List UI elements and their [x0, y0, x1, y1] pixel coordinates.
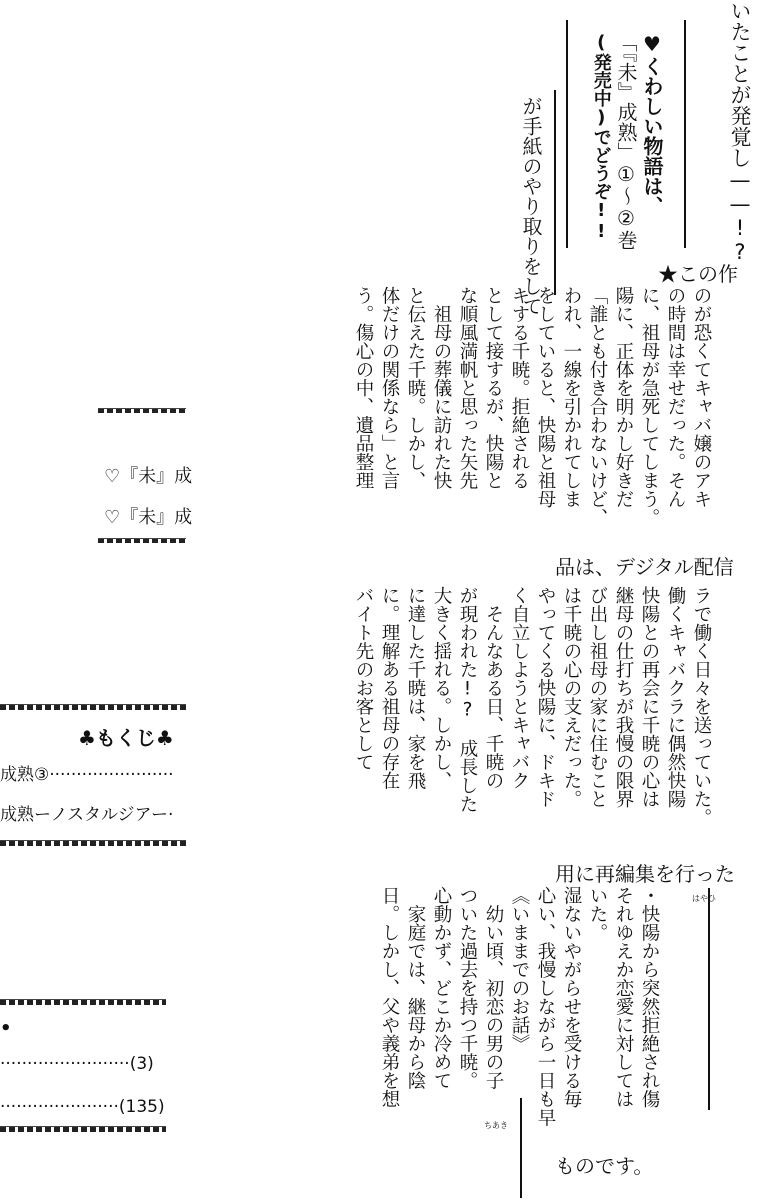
- story-bottom-rule: [520, 1098, 522, 1198]
- list-item-2: ♡『未』成: [104, 507, 193, 528]
- list-top-decoration: [98, 408, 186, 413]
- story-lower-line: 家庭では、継母から陰: [405, 886, 426, 1090]
- story-upper-line: として接するが、快陽と: [483, 286, 504, 490]
- story-upper-line: のが恐くてキャバ嬢のアキ: [691, 286, 712, 508]
- story-middle-line: そんなある日、千暁の: [483, 586, 504, 790]
- story-middle-line: に達した千暁は、家を飛: [405, 586, 426, 790]
- extra-column-text: が手紙のやり取りをして: [519, 96, 543, 316]
- notice-part2: 品は、デジタル配信: [555, 555, 734, 579]
- story-lower-rule: [708, 888, 710, 1110]
- story-lower-line: ・快陽から突然拒絶され傷: [639, 886, 660, 1108]
- story-lower-line: いた。: [587, 886, 608, 942]
- story-upper-line: 「誰とも付き合わないけど、: [587, 286, 608, 527]
- toc-top-decoration: [0, 704, 186, 710]
- story-middle-line: ラで働く日々を送っていた。: [691, 586, 712, 827]
- story-upper-line: をしていると、快陽と祖母: [535, 286, 556, 508]
- toc-lower-entry-2: ······················(135): [0, 1097, 165, 1117]
- story-lower-line: 心動かず、どこか冷めて: [431, 886, 452, 1090]
- story-middle-line: く自立しようとキャバク: [509, 586, 530, 790]
- notice-part4: ものです。: [555, 1154, 654, 1178]
- intro-last-line: いたことが発覚し——!?: [728, 0, 752, 264]
- notice-part1: ★この作: [658, 262, 738, 286]
- ruby-chiaki: ちあき: [484, 1121, 508, 1130]
- story-middle-line: が現われた!? 成長した: [457, 586, 478, 813]
- toc-lower-bottom-decoration: [0, 1126, 166, 1132]
- toc-entry-2: 成熟ーノスタルジアー·: [0, 805, 174, 825]
- info-box-line3: (発売中)でどうぞ!!: [590, 32, 612, 242]
- story-lower-line: 心い、我慢しながら一日も早: [535, 886, 556, 1127]
- story-upper-line: われ、一線を引かれてしま: [561, 286, 582, 508]
- story-middle-line: 継母の仕打ちが我慢の限界: [613, 586, 634, 808]
- story-lower-line: 《いままでのお話》: [509, 886, 530, 1053]
- story-middle-line: やってくる快陽に、ドキド: [535, 586, 556, 808]
- story-upper-line: 体だけの関係なら」と言: [379, 286, 400, 490]
- story-upper-line: 祖母の葬儀に訪れた快: [431, 286, 452, 490]
- story-upper-line: に、祖母が急死してしまう。: [639, 286, 660, 527]
- story-lower-line: 日。しかし、父や義弟を想: [379, 886, 400, 1108]
- story-upper-line: と伝えた千暁。しかし、: [405, 286, 426, 490]
- ruby-hayahi: はやひ: [692, 894, 716, 903]
- story-lower-line: 幼い頃、初恋の男の子: [483, 886, 504, 1090]
- story-upper-line: キする千暁。拒絶される: [509, 286, 530, 490]
- info-box-left-rule: [566, 20, 568, 248]
- story-middle-block: [350, 586, 740, 827]
- story-middle-line: バイト先のお客として: [353, 586, 374, 771]
- story-upper-line: の時間は幸せだった。そん: [665, 286, 686, 508]
- extra-column-rule: [554, 90, 556, 295]
- story-middle-line: び出し祖母の家に住むこと: [587, 586, 608, 808]
- story-middle-line: 快陽との再会に千暁の心は: [639, 586, 660, 808]
- story-lower-block: [376, 886, 688, 1186]
- story-middle-line: に。理解ある祖母の存在: [379, 586, 400, 790]
- story-lower-line: 湿ないやがらせを受ける毎: [561, 886, 582, 1108]
- notice-part3: 用に再編集を行った: [555, 862, 735, 886]
- info-box-right-rule: [684, 20, 686, 248]
- toc-lower-bullet: •: [0, 1018, 12, 1039]
- list-item-1: ♡『未』成: [104, 466, 193, 487]
- toc-bottom-decoration: [0, 840, 186, 846]
- story-lower-line: ついた過去を持つ千暁。: [457, 886, 478, 1090]
- story-middle-line: 働くキャバクラに偶然快陽: [665, 586, 686, 808]
- toc-heading: ♣もくじ♣: [78, 726, 174, 750]
- story-upper-line: 陽に、正体を明かし好きだ: [613, 286, 634, 508]
- story-lower-line: それゆえか恋愛に対しては: [613, 886, 634, 1108]
- story-middle-line: 大きく揺れる。しかし、: [431, 586, 452, 790]
- story-upper-line: な順風満帆と思った矢先: [457, 286, 478, 490]
- toc-lower-top-decoration: [0, 999, 166, 1005]
- story-upper-line: う。傷心の中、遺品整理: [353, 286, 374, 490]
- toc-entry-1: 成熟③·······················: [0, 765, 174, 785]
- story-middle-line: は千暁の心の支えだった。: [561, 586, 582, 808]
- info-box-line2: 「『未』成熟」①〜②巻: [614, 32, 638, 250]
- info-box-line1: ♥くわしい物語は、: [640, 32, 664, 216]
- toc-lower-entry-1: ························(3): [0, 1054, 154, 1074]
- list-bottom-decoration: [98, 538, 186, 543]
- story-upper-block: [350, 286, 740, 527]
